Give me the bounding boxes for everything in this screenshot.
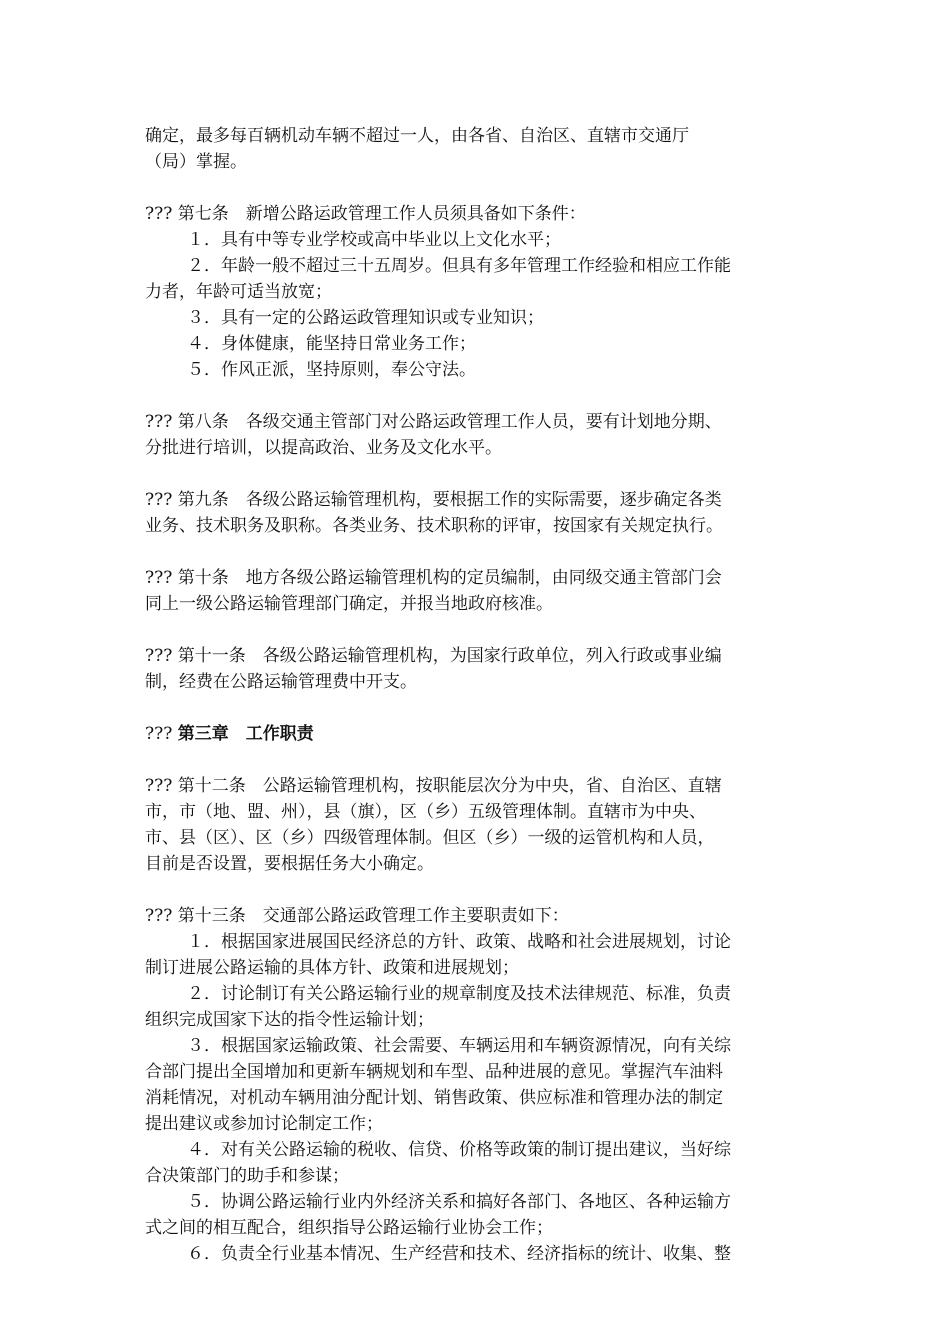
article-heading-line: ??? 第十三条 交通部公路运政管理工作主要职责如下： — [145, 906, 569, 926]
list-item-continuation: 提出建议或参加讨论制定工作； — [145, 1114, 383, 1134]
text-line: ??? 第十一条 各级公路运输管理机构，为国家行政单位，列入行政或事业编 — [145, 646, 722, 666]
text-line: ??? 第十条 地方各级公路运输管理机构的定员编制，由同级交通主管部门会 — [145, 568, 722, 588]
list-item: ２．讨论制订有关公路运输行业的规章制度及技术法律规范、标准，负责 — [187, 984, 731, 1004]
list-item-continuation: 消耗情况，对机动车辆用油分配计划、销售政策、供应标准和管理办法的制定 — [145, 1088, 723, 1108]
list-item-continuation: 组织完成国家下达的指令性运输计划； — [145, 1010, 434, 1030]
text-line: ??? 第十二条 公路运输管理机构，按职能层次分为中央，省、自治区、直辖 — [145, 776, 722, 796]
text-line: ??? 第八条 各级交通主管部门对公路运政管理工作人员，要有计划地分期、 — [145, 412, 722, 432]
list-item: ２．年龄一般不超过三十五周岁。但具有多年管理工作经验和相应工作能 — [187, 256, 731, 276]
chapter-heading — [145, 721, 810, 747]
list-item-continuation: 力者，年龄可适当放宽； — [145, 282, 332, 302]
list-item: １．根据国家进展国民经济总的方针、政策、战略和社会进展规划，讨论 — [187, 932, 731, 952]
article-9 — [145, 487, 810, 539]
paragraph-continuation — [145, 123, 810, 175]
list-item: ３．具有一定的公路运政管理知识或专业知识； — [187, 308, 544, 328]
list-item: ３．根据国家运输政策、社会需要、车辆运用和车辆资源情况，向有关综 — [187, 1036, 731, 1056]
text-line: （局）掌握。 — [145, 152, 247, 172]
article-13 — [145, 903, 810, 1267]
text-line: 目前是否设置，要根据任务大小确定。 — [145, 854, 434, 874]
article-heading-line: ??? 第七条 新增公路运政管理工作人员须具备如下条件： — [145, 204, 586, 224]
article-10 — [145, 565, 810, 617]
list-item: ５．协调公路运输行业内外经济关系和搞好各部门、各地区、各种运输方 — [187, 1192, 731, 1212]
list-item: ６．负责全行业基本情况、生产经营和技术、经济指标的统计、收集、整 — [187, 1244, 731, 1264]
text-line: 同上一级公路运输管理部门确定，并报当地政府核准。 — [145, 594, 553, 614]
article-7 — [145, 201, 810, 383]
text-line: 市、县（区）、区（乡）四级管理体制。但区（乡）一级的运管机构和人员， — [145, 828, 715, 848]
text-line: 业务、技术职务及职称。各类业务、技术职称的评审，按国家有关规定执行。 — [145, 516, 723, 536]
text-line: 制，经费在公路运输管理费中开支。 — [145, 672, 417, 692]
text-line: 分批进行培训，以提高政治、业务及文化水平。 — [145, 438, 502, 458]
chapter-heading-line — [145, 721, 810, 747]
chapter-prefix: ??? — [145, 724, 178, 744]
article-12 — [145, 773, 810, 877]
list-item: ４．身体健康，能坚持日常业务工作； — [187, 334, 476, 354]
list-item-continuation: 合决策部门的助手和参谋； — [145, 1166, 349, 1186]
text-line: 确定，最多每百辆机动车辆不超过一人，由各省、自治区、直辖市交通厅 — [145, 126, 689, 146]
list-item-continuation: 制订进展公路运输的具体方针、政策和进展规划； — [145, 958, 519, 978]
text-line: 市，市（地、盟、州），县（旗），区（乡）五级管理体制。直辖市为中央、 — [145, 802, 706, 822]
chapter-title: 第三章 工作职责 — [177, 724, 314, 744]
article-8 — [145, 409, 810, 461]
list-item: ４．对有关公路运输的税收、信贷、价格等政策的制订提出建议，当好综 — [187, 1140, 731, 1160]
list-item: １．具有中等专业学校或高中毕业以上文化水平； — [187, 230, 561, 250]
article-11 — [145, 643, 810, 695]
text-line: ??? 第九条 各级公路运输管理机构，要根据工作的实际需要，逐步确定各类 — [145, 490, 722, 510]
list-item-continuation: 合部门提出全国增加和更新车辆规划和车型、品种进展的意见。掌握汽车油料 — [145, 1062, 723, 1082]
list-item-continuation: 式之间的相互配合，组织指导公路运输行业协会工作； — [145, 1218, 553, 1238]
list-item: ５．作风正派，坚持原则，奉公守法。 — [187, 360, 476, 380]
document-body — [145, 123, 810, 1293]
